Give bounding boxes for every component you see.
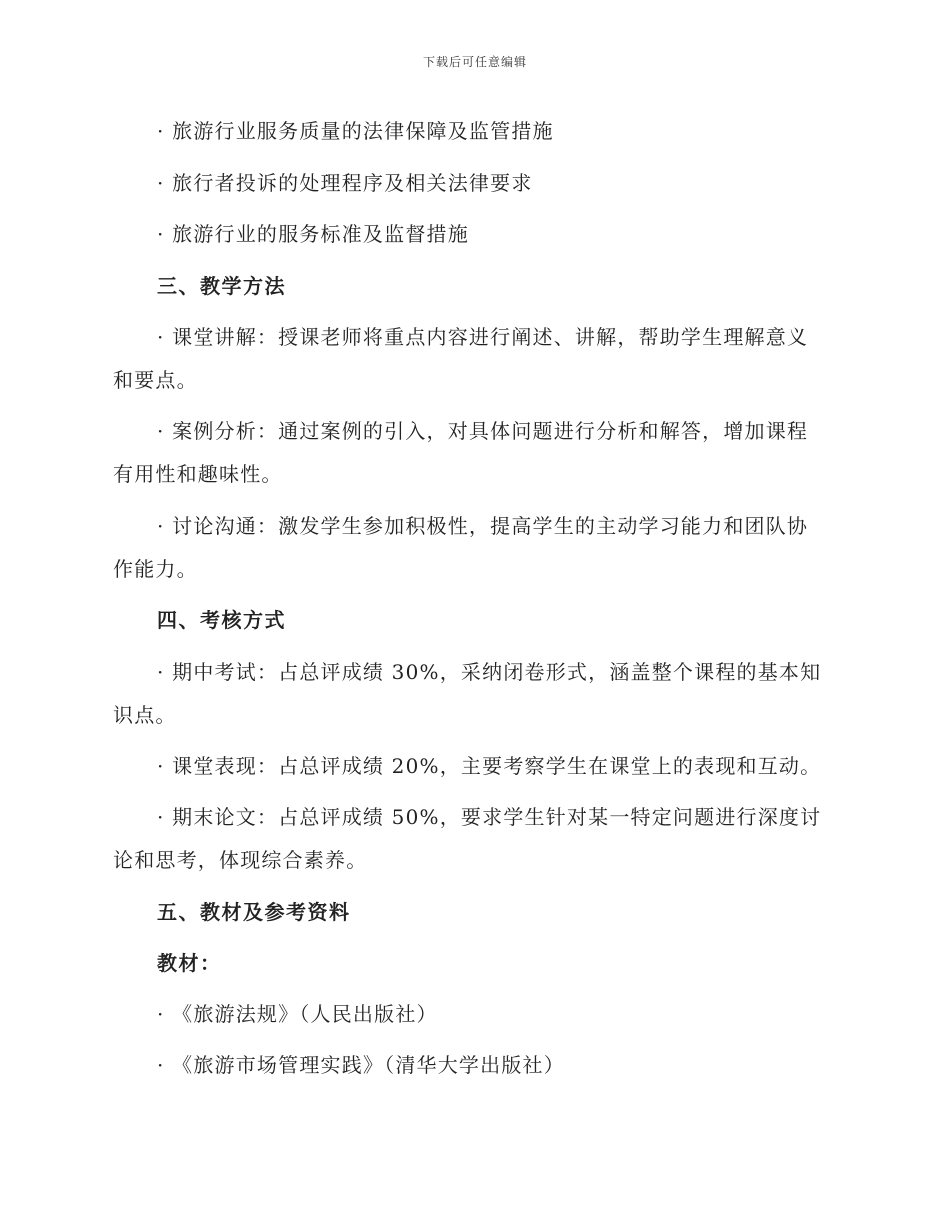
list-item: · 讨论沟通：激发学生参加积极性，提高学生的主动学习能力和团队协 [157, 514, 809, 538]
list-item: · 旅游行业的服务标准及监督措施 [157, 222, 469, 246]
list-item: · 期中考试：占总评成绩 30%，采纳闭卷形式，涵盖整个课程的基本知 [157, 660, 822, 684]
list-item-continuation: 有用性和趣味性。 [113, 462, 283, 486]
section-heading: 四、考核方式 [157, 608, 286, 632]
list-item-continuation: 识点。 [113, 703, 177, 727]
list-item-continuation: 论和思考，体现综合素养。 [113, 848, 368, 872]
list-item-continuation: 作能力。 [113, 557, 198, 581]
reference-item: · 《旅游法规》（人民出版社） [157, 1002, 438, 1026]
section-heading: 三、教学方法 [157, 274, 286, 298]
section-heading: 五、教材及参考资料 [157, 900, 351, 924]
reference-item: · 《旅游市场管理实践》（清华大学出版社） [157, 1053, 565, 1077]
page-header: 下载后可任意编辑 [422, 55, 527, 69]
list-item-continuation: 和要点。 [113, 368, 198, 392]
subsection-heading: 教材： [157, 951, 222, 975]
list-item: · 期末论文：占总评成绩 50%，要求学生针对某一特定问题进行深度讨 [157, 805, 822, 829]
list-item: · 案例分析：通过案例的引入，对具体问题进行分析和解答，增加课程 [157, 419, 809, 443]
list-item: · 课堂讲解：授课老师将重点内容进行阐述、讲解，帮助学生理解意义 [157, 325, 809, 349]
list-item: · 课堂表现：占总评成绩 20%，主要考察学生在课堂上的表现和互动。 [157, 754, 822, 778]
list-item: · 旅行者投诉的处理程序及相关法律要求 [157, 171, 533, 195]
list-item: · 旅游行业服务质量的法律保障及监管措施 [157, 119, 554, 143]
